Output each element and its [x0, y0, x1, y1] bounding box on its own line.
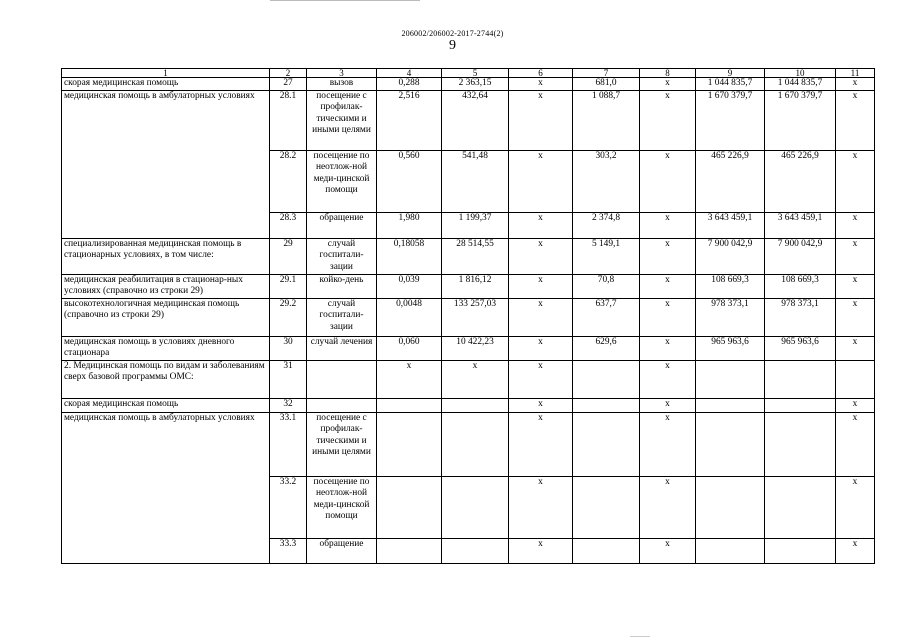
cell-col10: 465 226,9	[765, 150, 836, 212]
cell-col4	[377, 398, 442, 412]
row-number: 29.2	[270, 298, 307, 336]
row-unit: койко-день	[307, 274, 377, 298]
cell-col4: 0,288	[377, 78, 442, 91]
row-number: 27	[270, 78, 307, 91]
cell-col10	[765, 398, 836, 412]
cell-col6: x	[509, 150, 573, 212]
cell-col8: x	[640, 398, 696, 412]
row-unit	[307, 398, 377, 412]
table-row	[62, 398, 875, 412]
cell-col4	[377, 476, 442, 538]
cell-col7: 637,7	[573, 298, 640, 336]
row-name: скорая медицинская помощь	[62, 398, 270, 412]
cell-col5	[442, 398, 509, 412]
row-unit: посещение с профилак-тическими и иными целями	[307, 412, 377, 476]
cell-col11: x	[836, 212, 875, 238]
table-row	[62, 274, 875, 298]
cell-col4: 0,0048	[377, 298, 442, 336]
cell-col5: 432,64	[442, 90, 509, 150]
cell-col5: 28 514,55	[442, 238, 509, 274]
row-name: специализированная медицинская помощь в стационарных условиях, в том числе:	[62, 238, 270, 274]
row-unit: обращение	[307, 212, 377, 238]
cell-col8: x	[640, 274, 696, 298]
row-unit	[307, 360, 377, 398]
header-cell: 3	[307, 69, 377, 78]
table-row	[62, 298, 875, 336]
header-cell: 9	[696, 69, 765, 78]
cell-col10: 7 900 042,9	[765, 238, 836, 274]
page-number: 9	[449, 38, 456, 53]
row-unit: посещение по неотлож-ной меди-цинской помощи	[307, 476, 377, 538]
cell-col9	[696, 476, 765, 538]
cell-col6: x	[509, 398, 573, 412]
cell-col11: x	[836, 476, 875, 538]
cell-col10: 108 669,3	[765, 274, 836, 298]
cell-col6: x	[509, 538, 573, 563]
row-number: 33.1	[270, 412, 307, 476]
row-number: 31	[270, 360, 307, 398]
row-name: 2. Медицинская помощь по видам и заболеваниям сверх базовой программы ОМС:	[62, 360, 270, 398]
row-number: 33.3	[270, 538, 307, 563]
cell-col6: x	[509, 336, 573, 360]
cell-col10	[765, 538, 836, 563]
row-name: скорая медицинская помощь	[62, 78, 270, 91]
cell-col4: 2,516	[377, 90, 442, 150]
cell-col4: 0,560	[377, 150, 442, 212]
scan-edge-artifact	[630, 636, 650, 637]
cell-col8: x	[640, 538, 696, 563]
document-id: 206002/206002-2017-2744(2)	[401, 29, 504, 38]
row-name: медицинская помощь в условиях дневного стационара	[62, 336, 270, 360]
row-number: 29	[270, 238, 307, 274]
cell-col6: x	[509, 298, 573, 336]
cell-col6: x	[509, 274, 573, 298]
row-unit: случай госпитали-зации	[307, 238, 377, 274]
row-name: медицинская помощь в амбулаторных условиях	[62, 412, 270, 563]
row-name: медицинская реабилитация в стационар-ных условиях (справочно из строки 29)	[62, 274, 270, 298]
row-number: 30	[270, 336, 307, 360]
header-cell: 6	[509, 69, 573, 78]
row-number: 28.2	[270, 150, 307, 212]
cell-col9: 7 900 042,9	[696, 238, 765, 274]
cell-col5: 133 257,03	[442, 298, 509, 336]
table-row	[62, 360, 875, 398]
cell-col10: 1 670 379,7	[765, 90, 836, 150]
row-unit: посещение по неотлож-ной меди-цинской помощи	[307, 150, 377, 212]
cell-col7: 681,0	[573, 78, 640, 91]
cell-col9: 1 044 835,7	[696, 78, 765, 91]
cell-col4: 0,039	[377, 274, 442, 298]
row-name: медицинская помощь в амбулаторных условиях	[62, 90, 270, 238]
scan-edge-artifact	[270, 0, 420, 1]
cell-col4	[377, 412, 442, 476]
cell-col6: x	[509, 90, 573, 150]
header-cell: 11	[836, 69, 875, 78]
cell-col5: 1 199,37	[442, 212, 509, 238]
row-unit: обращение	[307, 538, 377, 563]
row-number: 28.1	[270, 90, 307, 150]
cell-col10: 965 963,6	[765, 336, 836, 360]
cell-col5	[442, 538, 509, 563]
cell-col9	[696, 398, 765, 412]
cell-col9	[696, 412, 765, 476]
cell-col10	[765, 360, 836, 398]
cell-col9: 965 963,6	[696, 336, 765, 360]
cell-col11: x	[836, 398, 875, 412]
cell-col5	[442, 476, 509, 538]
cell-col8: x	[640, 360, 696, 398]
header-cell: 8	[640, 69, 696, 78]
cell-col10: 978 373,1	[765, 298, 836, 336]
cell-col9: 3 643 459,1	[696, 212, 765, 238]
cell-col5: 10 422,23	[442, 336, 509, 360]
cell-col5: 1 816,12	[442, 274, 509, 298]
data-table	[61, 68, 875, 564]
column-number-row	[62, 69, 875, 78]
cell-col4: 0,18058	[377, 238, 442, 274]
header-cell: 1	[62, 69, 270, 78]
cell-col9: 465 226,9	[696, 150, 765, 212]
cell-col8: x	[640, 150, 696, 212]
cell-col11: x	[836, 90, 875, 150]
cell-col4: 0,060	[377, 336, 442, 360]
cell-col11: x	[836, 538, 875, 563]
cell-col5	[442, 412, 509, 476]
cell-col5: 541,48	[442, 150, 509, 212]
cell-col7: 303,2	[573, 150, 640, 212]
cell-col7	[573, 412, 640, 476]
cell-col11: x	[836, 78, 875, 91]
cell-col10	[765, 412, 836, 476]
table-row	[62, 78, 875, 91]
cell-col6: x	[509, 238, 573, 274]
cell-col7	[573, 360, 640, 398]
row-number: 28.3	[270, 212, 307, 238]
header-cell: 5	[442, 69, 509, 78]
row-unit: случай госпитали-зации	[307, 298, 377, 336]
cell-col8: x	[640, 336, 696, 360]
row-number: 33.2	[270, 476, 307, 538]
row-number: 32	[270, 398, 307, 412]
cell-col8: x	[640, 90, 696, 150]
cell-col6: x	[509, 78, 573, 91]
cell-col8: x	[640, 476, 696, 538]
cell-col10	[765, 476, 836, 538]
table-row	[62, 336, 875, 360]
cell-col8: x	[640, 212, 696, 238]
cell-col6: x	[509, 476, 573, 538]
cell-col7	[573, 398, 640, 412]
cell-col11: x	[836, 336, 875, 360]
cell-col11: x	[836, 274, 875, 298]
row-unit: вызов	[307, 78, 377, 91]
cell-col7: 70,8	[573, 274, 640, 298]
cell-col9: 1 670 379,7	[696, 90, 765, 150]
cell-col6: x	[509, 212, 573, 238]
cell-col11: x	[836, 412, 875, 476]
cell-col7: 629,6	[573, 336, 640, 360]
table-row	[62, 412, 875, 476]
cell-col9	[696, 538, 765, 563]
cell-col4: 1,980	[377, 212, 442, 238]
cell-col8: x	[640, 412, 696, 476]
row-name: высокотехнологичная медицинская помощь (справочно из строки 29)	[62, 298, 270, 336]
cell-col11: x	[836, 150, 875, 212]
cell-col4	[377, 538, 442, 563]
table-row	[62, 238, 875, 274]
cell-col11	[836, 360, 875, 398]
table-row	[62, 90, 875, 150]
cell-col7: 5 149,1	[573, 238, 640, 274]
cell-col9	[696, 360, 765, 398]
cell-col10: 3 643 459,1	[765, 212, 836, 238]
row-unit: случай лечения	[307, 336, 377, 360]
cell-col7	[573, 476, 640, 538]
cell-col9: 978 373,1	[696, 298, 765, 336]
cell-col8: x	[640, 78, 696, 91]
header-cell: 7	[573, 69, 640, 78]
cell-col8: x	[640, 298, 696, 336]
header-cell: 4	[377, 69, 442, 78]
cell-col10: 1 044 835,7	[765, 78, 836, 91]
cell-col7: 1 088,7	[573, 90, 640, 150]
cell-col5: x	[442, 360, 509, 398]
row-unit: посещение с профилак-тическими и иными целями	[307, 90, 377, 150]
header-cell: 2	[270, 69, 307, 78]
cell-col5: 2 363,15	[442, 78, 509, 91]
cell-col6: x	[509, 360, 573, 398]
cell-col9: 108 669,3	[696, 274, 765, 298]
cell-col8: x	[640, 238, 696, 274]
row-number: 29.1	[270, 274, 307, 298]
cell-col7	[573, 538, 640, 563]
cell-col11: x	[836, 298, 875, 336]
header-cell: 10	[765, 69, 836, 78]
cell-col7: 2 374,8	[573, 212, 640, 238]
cell-col4: x	[377, 360, 442, 398]
cell-col11: x	[836, 238, 875, 274]
cell-col6: x	[509, 412, 573, 476]
